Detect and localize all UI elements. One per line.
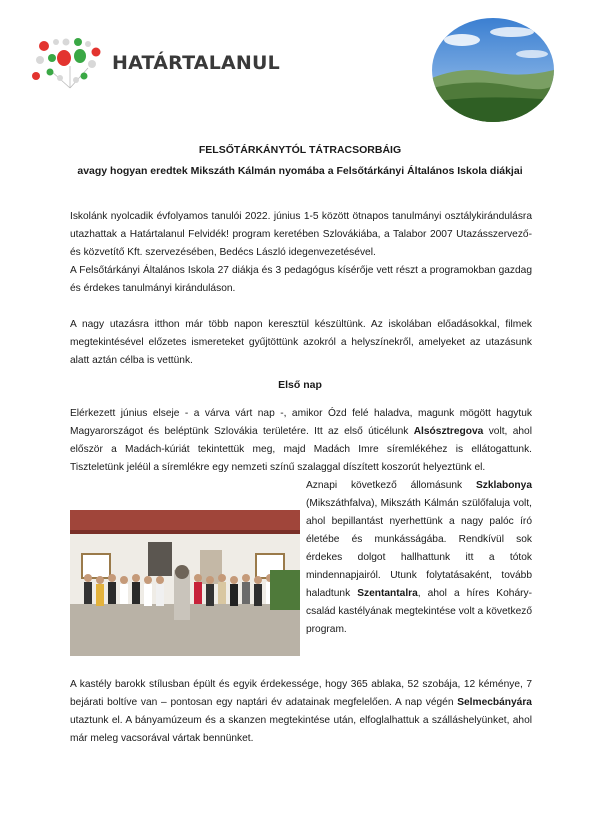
place-alsosztregova: Alsósztregova — [413, 426, 484, 437]
group-photo — [70, 510, 300, 656]
place-selmecbanya: Selmecbányára — [457, 697, 532, 708]
paragraph-day1-szklabonya — [306, 477, 532, 639]
balloons-icon — [30, 36, 110, 92]
paragraph-day1-start — [70, 405, 532, 477]
day1-text-b: volt, ahol először a Madách-kúriát tekintettük meg, majd Madách Imre síremlékéhez is ellátogattunk. Tiszteletünk jeléül a síremlékre egy nemzeti színű szalaggal díszített koszorút helyeztünk el. — [70, 426, 532, 473]
paragraph-day1-end — [70, 676, 532, 748]
document-subtitle: avagy hogyan eredtek Mikszáth Kálmán nyomába a Felsőtárkányi Általános Iskola diákjai — [77, 165, 523, 177]
day1-text-c: Aznapi következő állomásunk — [306, 480, 463, 491]
day1-text-a: Elérkezett június elseje - a várva várt nap -, amikor Ózd felé haladva, magunk mögött hagytuk Magyarországot és beléptünk Szlovákia területére. Itt az első úticélunk — [70, 408, 532, 437]
paragraph-preparation: A nagy utazásra itthon már több napon keresztül készültünk. Az iskolában előadásokkal, filmek megtekintésével előzetes ismereteket gyűjtöttünk azokról a helyszínekről, amelyeket az utazásunk alatt aztán célba is vettünk. — [70, 319, 532, 366]
place-szklabonya: Szklabonya — [475, 480, 532, 491]
landscape-photo — [432, 18, 554, 122]
paragraph-intro: Iskolánk nyolcadik évfolyamos tanulói 2022. június 1-5 között ötnapos tanulmányi osztálykirándulásra utazhattak a Határtalanul Felvidék! program keretében Szlovákiába, a Talabor 2007 Utazásszervező- és közvetítő Kft. szervezésében, Bedécs László idegenvezetésével. — [70, 211, 532, 258]
day1-text-d: (Mikszáthfalva), Mikszáth Kálmán szülőfaluja volt, ahol bepillantást nyerhettünk a nagy palóc író életébe és munkásságába. Rendkívül sok érdekes dolgot hallhattunk itt a tótok mindennapjairól. Utunk folytatásaként, tovább haladtunk — [306, 498, 532, 599]
paragraph-participants: A Felsőtárkányi Általános Iskola 27 diákja és 3 pedagógus kísérője vett részt a programokban gazdag és érdekes tanulmányi kiránduláson. — [70, 265, 532, 294]
place-szentantal: Szentantalra — [357, 588, 418, 599]
day1-text-f: A kastély barokk stílusban épült és egyik érdekessége, hogy 365 ablaka, 52 szobája, 12 kéménye, 7 bejárati boltíve van – pontosan egy naptári év adatainak megfelelően. A nap végén — [70, 679, 532, 708]
hatartalanul-logo — [30, 36, 280, 92]
page-header — [0, 0, 600, 130]
logo-text: HATÁRTALANUL — [112, 52, 280, 74]
section-heading-day1: Első nap — [278, 379, 322, 391]
day1-text-g: utaztunk el. A bányamúzeum és a skanzen megtekintése után, elfoglalhattuk a szálláshelyünket, ahol már meleg vacsorával vártak bennünket. — [70, 715, 532, 744]
document-title: FELSŐTÁRKÁNYTÓL TÁTRACSORBÁIG — [198, 144, 402, 156]
day1-text-e: , ahol a híres Koháry-család kastélyának megtekintése volt a következő program. — [306, 588, 532, 635]
